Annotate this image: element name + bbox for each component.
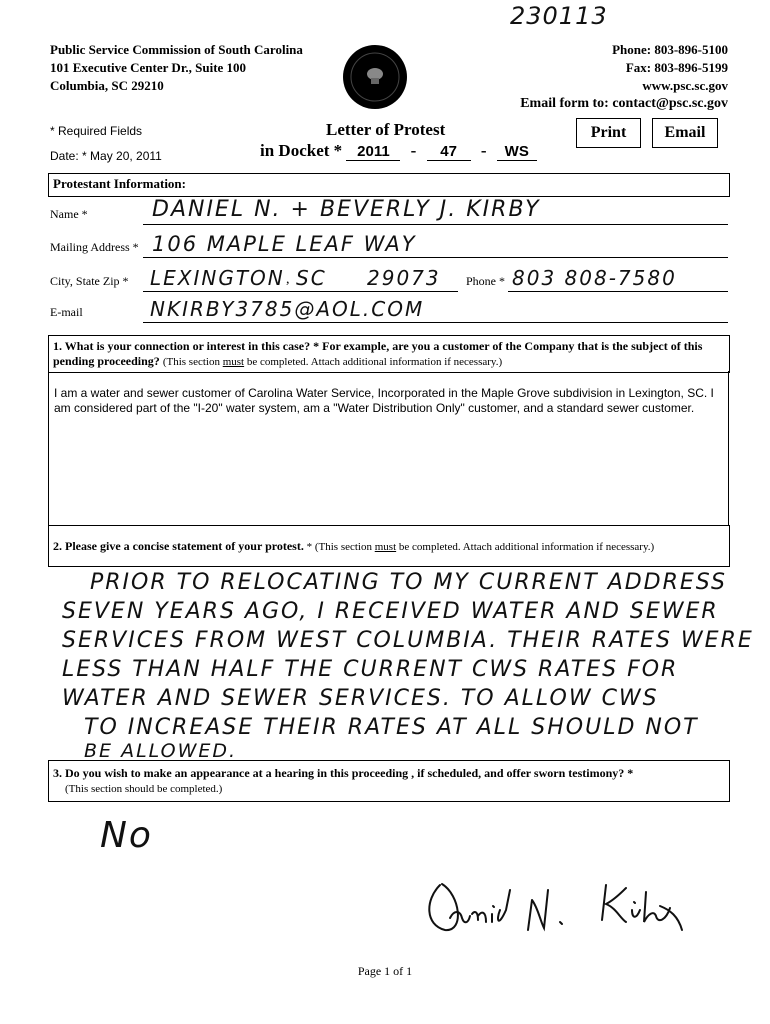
- q3-question-block: [53, 765, 633, 797]
- address-line-2: Columbia, SC 29210: [50, 78, 164, 93]
- phone: Phone: 803-896-5100: [612, 42, 728, 57]
- address-line-1: 101 Executive Center Dr., Suite 100: [50, 60, 247, 75]
- print-button[interactable]: Print: [576, 118, 641, 148]
- city-separator: ,: [286, 272, 290, 287]
- docket-label: in Docket *: [260, 141, 343, 160]
- q2-answer-line: LESS THAN HALF THE CURRENT CWS RATES FOR: [62, 657, 679, 682]
- q2-answer-line: TO INCREASE THEIR RATES AT ALL SHOULD NOT: [84, 715, 699, 740]
- city-field[interactable]: LEXINGTON: [150, 266, 285, 290]
- q2-question: 2. Please give a concise statement of your protest. * (This section must be completed. Attach additional information if necessary.): [53, 539, 655, 553]
- form-title: Letter of Protest: [326, 120, 446, 139]
- zip-field[interactable]: 29073: [367, 266, 441, 290]
- stamp-number: 230113: [510, 2, 608, 30]
- q2-answer-line: SERVICES FROM WEST COLUMBIA. THEIR RATES WERE: [62, 628, 754, 653]
- date-row: [50, 149, 162, 163]
- city-label: City, State Zip *: [50, 274, 129, 288]
- q3-answer[interactable]: No: [100, 815, 153, 856]
- phone-field[interactable]: 803 808-7580: [512, 266, 677, 290]
- email-button[interactable]: Email: [652, 118, 718, 148]
- mailing-underline: [143, 257, 728, 258]
- required-fields-note: * Required Fields: [50, 124, 143, 138]
- name-underline: [143, 224, 728, 225]
- phone-underline: [508, 291, 728, 292]
- email-form-note: Email form to: contact@psc.sc.gov: [520, 96, 728, 111]
- page-number: Page 1 of 1: [357, 964, 413, 978]
- email-label: E-mail: [50, 305, 83, 319]
- date-label: Date: *: [50, 149, 87, 163]
- header-address-block: [50, 41, 303, 95]
- q3-question: 3. Do you wish to make an appearance at a hearing in this proceeding , if scheduled, and offer sworn testimony? *: [53, 766, 634, 780]
- q3-note: (This section should be completed.): [65, 783, 223, 795]
- q2-answer-line: PRIOR TO RELOCATING TO MY CURRENT ADDRESS: [90, 570, 727, 595]
- docket-year-field[interactable]: 2011: [346, 143, 400, 161]
- docket-type-field[interactable]: WS: [497, 143, 537, 161]
- q2-header: [48, 525, 730, 567]
- email-field[interactable]: NKIRBY3785@AOL.COM: [150, 297, 425, 321]
- docket-separator: -: [480, 141, 487, 160]
- q2-answer[interactable]: [62, 568, 754, 760]
- docket-separator: -: [410, 141, 417, 160]
- header-contact-block: [612, 41, 728, 95]
- q1-right-border: [728, 371, 729, 525]
- city-underline: [143, 291, 458, 292]
- q2-answer-line: BE ALLOWED.: [84, 740, 238, 762]
- name-label: Name *: [50, 207, 88, 221]
- q1-question: 1. What is your connection or interest in this case? * For example, are you a customer of the Company that is the subject of this pending proceeding? (This section must be completed. Attach additional information if necessary.): [53, 339, 703, 368]
- q2-answer-line: WATER AND SEWER SERVICES. TO ALLOW CWS: [62, 686, 659, 711]
- date-value[interactable]: May 20, 2011: [90, 149, 162, 163]
- q2-answer-line: SEVEN YEARS AGO, I RECEIVED WATER AND SEWER: [62, 599, 719, 624]
- mailing-label: Mailing Address *: [50, 240, 139, 254]
- q1-answer[interactable]: I am a water and sewer customer of Carolina Water Service, Incorporated in the Maple Grove subdivision in Lexington, SC. I am considered part of the "I-20" water system, am a "Water Distribution Only" customer, and a standard sewer customer.: [54, 386, 714, 415]
- docket-number-field[interactable]: 47: [427, 143, 471, 161]
- protestant-section-title: Protestant Information:: [53, 176, 186, 191]
- fax: Fax: 803-896-5199: [625, 60, 728, 75]
- q3-header: [48, 760, 730, 802]
- state-field[interactable]: SC: [296, 266, 327, 290]
- signature: [420, 870, 690, 940]
- name-field[interactable]: DANIEL N. + BEVERLY J. KIRBY: [152, 197, 541, 222]
- email-underline: [143, 322, 728, 323]
- phone-label: Phone *: [466, 274, 505, 288]
- docket-row: [260, 141, 537, 161]
- q1-header: [48, 335, 730, 373]
- q1-left-border: [48, 371, 49, 525]
- website-link[interactable]: www.psc.sc.gov: [642, 78, 728, 93]
- protestant-section-header: [48, 173, 730, 197]
- org-name: Public Service Commission of South Carolina: [50, 42, 303, 57]
- mailing-field[interactable]: 106 MAPLE LEAF WAY: [152, 232, 417, 256]
- state-seal: [342, 44, 408, 110]
